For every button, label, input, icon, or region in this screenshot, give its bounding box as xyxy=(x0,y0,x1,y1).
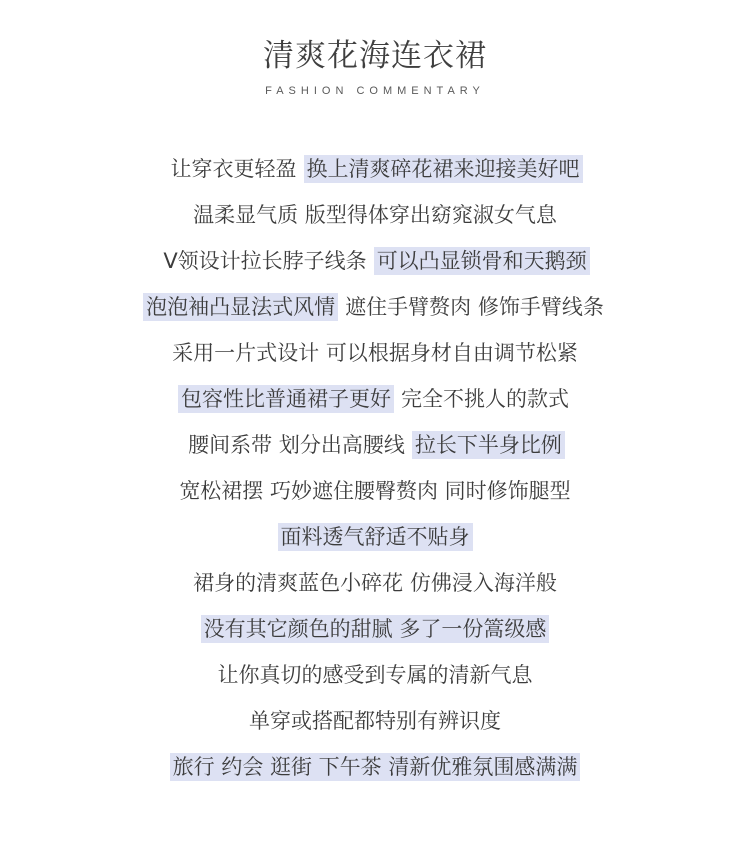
copy-line xyxy=(0,606,750,652)
copy-line xyxy=(0,192,750,238)
copy-line xyxy=(0,468,750,514)
copy-line xyxy=(0,744,750,790)
plain-phrase: 让穿衣更轻盈 xyxy=(170,157,297,181)
highlighted-phrase: 包容性比普通裙子更好 xyxy=(178,385,394,413)
highlighted-phrase: 面料透气舒适不贴身 xyxy=(278,523,473,551)
highlighted-phrase: 换上清爽碎花裙来迎接美好吧 xyxy=(304,155,583,183)
highlighted-phrase: 泡泡袖凸显法式风情 xyxy=(143,293,338,321)
copy-line xyxy=(0,514,750,560)
copy-line xyxy=(0,698,750,744)
plain-phrase: V领设计拉长脖子线条 xyxy=(163,249,367,273)
plain-phrase: 让你真切的感受到专属的清新气息 xyxy=(217,663,533,687)
page-subtitle: FASHION COMMENTARY xyxy=(265,85,485,97)
highlighted-phrase: 没有其它颜色的甜腻 多了一份篙级感 xyxy=(201,615,550,643)
page-title: 清爽花海连衣裙 xyxy=(263,38,487,74)
plain-phrase: 温柔显气质 版型得体穿出窈窕淑女气息 xyxy=(193,203,557,227)
highlighted-phrase: 旅行 约会 逛街 下午茶 清新优雅氛围感满满 xyxy=(170,753,581,781)
plain-phrase: 单穿或搭配都特别有辨识度 xyxy=(249,709,501,733)
highlighted-phrase: 可以凸显锁骨和天鹅颈 xyxy=(374,247,590,275)
plain-phrase: 宽松裙摆 巧妙遮住腰臀赘肉 同时修饰腿型 xyxy=(179,479,571,503)
copy-line xyxy=(0,376,750,422)
plain-phrase: 采用一片式设计 可以根据身材自由调节松紧 xyxy=(172,341,578,365)
copy-line xyxy=(0,560,750,606)
copy-line xyxy=(0,238,750,284)
plain-phrase: 遮住手臂赘肉 修饰手臂线条 xyxy=(345,295,604,319)
highlighted-phrase: 拉长下半身比例 xyxy=(412,431,565,459)
copy-line xyxy=(0,146,750,192)
copy-line xyxy=(0,422,750,468)
copy-line xyxy=(0,652,750,698)
plain-phrase: 裙身的清爽蓝色小碎花 仿佛浸入海洋般 xyxy=(193,571,557,595)
copy-line xyxy=(0,330,750,376)
copy-lines xyxy=(0,146,750,790)
plain-phrase: 腰间系带 划分出高腰线 xyxy=(188,433,405,457)
copy-line xyxy=(0,284,750,330)
plain-phrase: 完全不挑人的款式 xyxy=(401,387,569,411)
